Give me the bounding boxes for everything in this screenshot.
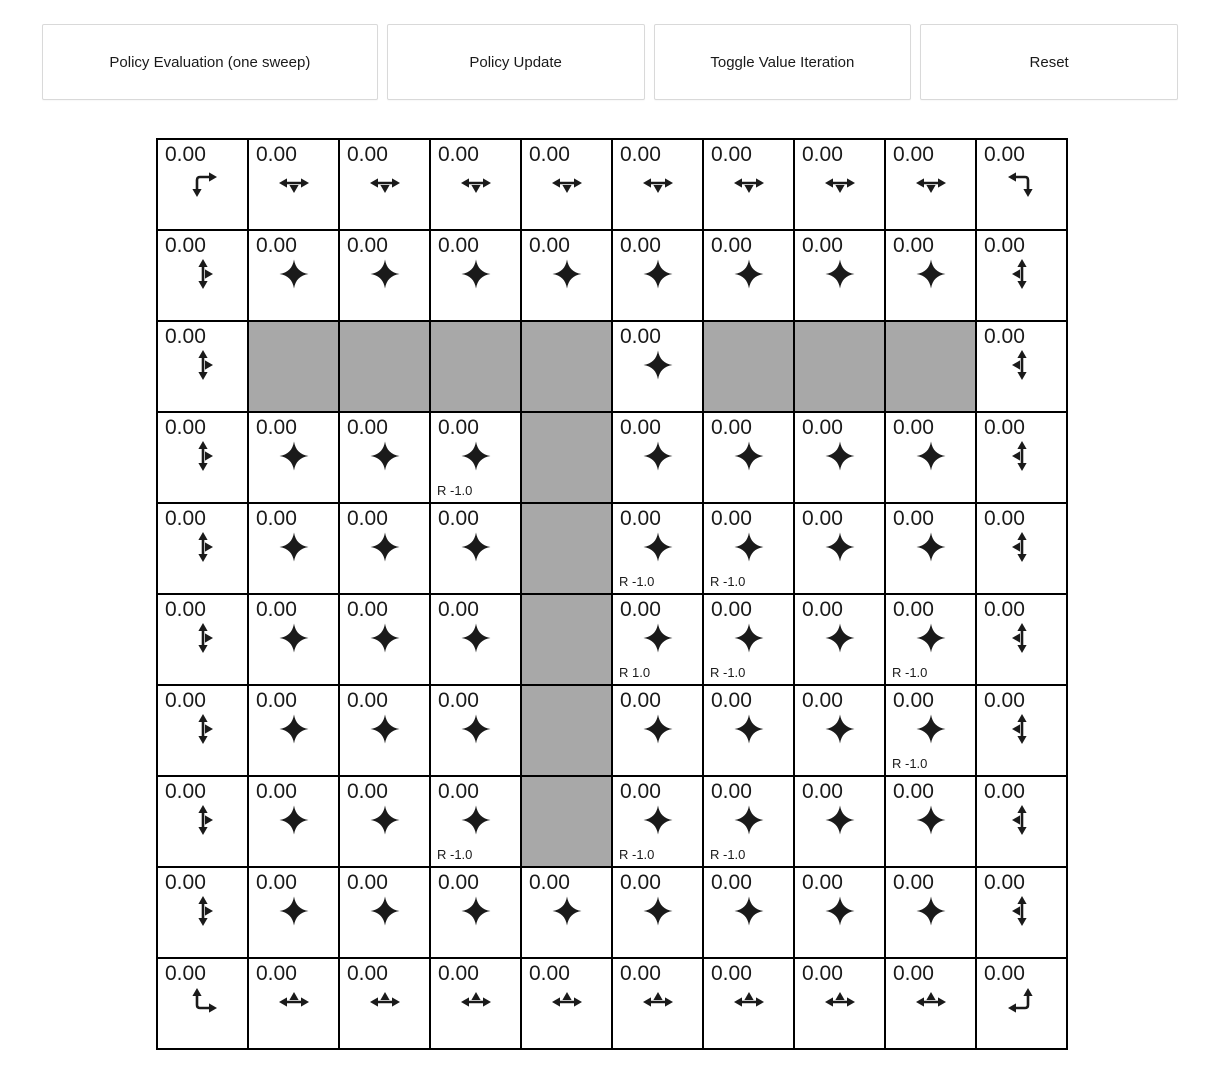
cell-value: 0.00 bbox=[256, 689, 297, 712]
grid-cell-r1c1 bbox=[248, 230, 339, 321]
grid-cell-r0c3 bbox=[430, 139, 521, 230]
policy-arrow-up-down-left-right-icon bbox=[914, 712, 948, 746]
cell-value: 0.00 bbox=[529, 962, 570, 985]
policy-arrow-up-down-right-icon bbox=[186, 530, 220, 564]
cell-value: 0.00 bbox=[620, 416, 661, 439]
policy-arrow-up-down-left-icon bbox=[1005, 894, 1039, 928]
wall-cell-r6c4 bbox=[521, 685, 612, 776]
policy-arrow-up-down-left-right-icon bbox=[914, 894, 948, 928]
cell-value: 0.00 bbox=[984, 507, 1025, 530]
policy-arrow-up-down-left-right-icon bbox=[641, 712, 675, 746]
cell-value: 0.00 bbox=[893, 416, 934, 439]
policy-arrow-up-down-left-right-icon bbox=[823, 257, 857, 291]
grid-cell-r7c2 bbox=[339, 776, 430, 867]
policy-arrow-up-down-left-right-icon bbox=[277, 257, 311, 291]
grid-cell-r1c0 bbox=[157, 230, 248, 321]
grid-cell-r3c5 bbox=[612, 412, 703, 503]
cell-value: 0.00 bbox=[620, 962, 661, 985]
cell-value: 0.00 bbox=[438, 871, 479, 894]
policy-arrow-left-down-right-icon bbox=[277, 166, 311, 200]
grid-cell-r7c7 bbox=[794, 776, 885, 867]
cell-value: 0.00 bbox=[529, 234, 570, 257]
grid-cell-r1c4 bbox=[521, 230, 612, 321]
policy-evaluation-button[interactable]: Policy Evaluation (one sweep) bbox=[42, 24, 378, 100]
cell-value: 0.00 bbox=[529, 143, 570, 166]
cell-value: 0.00 bbox=[802, 507, 843, 530]
policy-arrow-up-down-left-right-icon bbox=[277, 621, 311, 655]
gridworld-container bbox=[0, 138, 1224, 1050]
policy-arrow-up-down-left-right-icon bbox=[823, 530, 857, 564]
grid-cell-r6c7 bbox=[794, 685, 885, 776]
cell-value: 0.00 bbox=[438, 780, 479, 803]
grid-cell-r8c0 bbox=[157, 867, 248, 958]
cell-value: 0.00 bbox=[802, 871, 843, 894]
cell-value: 0.00 bbox=[711, 780, 752, 803]
cell-value: 0.00 bbox=[893, 598, 934, 621]
policy-arrow-left-down-right-icon bbox=[641, 166, 675, 200]
wall-cell-r7c4 bbox=[521, 776, 612, 867]
policy-arrow-down-right-icon bbox=[186, 166, 220, 200]
policy-arrow-up-down-right-icon bbox=[186, 894, 220, 928]
grid-cell-r7c5 bbox=[612, 776, 703, 867]
toggle-value-iteration-button[interactable]: Toggle Value Iteration bbox=[654, 24, 912, 100]
cell-value: 0.00 bbox=[256, 962, 297, 985]
grid-cell-r3c6 bbox=[703, 412, 794, 503]
policy-arrow-up-down-left-right-icon bbox=[732, 621, 766, 655]
cell-reward: R -1.0 bbox=[710, 665, 746, 680]
cell-value: 0.00 bbox=[256, 507, 297, 530]
cell-value: 0.00 bbox=[711, 416, 752, 439]
policy-arrow-up-left-right-icon bbox=[459, 985, 493, 1019]
cell-value: 0.00 bbox=[256, 780, 297, 803]
cell-reward: R 1.0 bbox=[619, 665, 651, 680]
policy-arrow-up-down-left-icon bbox=[1005, 257, 1039, 291]
policy-arrow-up-down-right-icon bbox=[186, 257, 220, 291]
grid-cell-r0c7 bbox=[794, 139, 885, 230]
cell-value: 0.00 bbox=[165, 598, 206, 621]
cell-reward: R -1.0 bbox=[892, 665, 928, 680]
grid-cell-r6c0 bbox=[157, 685, 248, 776]
cell-value: 0.00 bbox=[165, 507, 206, 530]
grid-cell-r9c1 bbox=[248, 958, 339, 1049]
wall-cell-r2c7 bbox=[794, 321, 885, 412]
cell-value: 0.00 bbox=[984, 234, 1025, 257]
policy-arrow-up-down-left-right-icon bbox=[914, 257, 948, 291]
cell-value: 0.00 bbox=[711, 143, 752, 166]
policy-arrow-up-down-left-right-icon bbox=[732, 257, 766, 291]
cell-value: 0.00 bbox=[256, 234, 297, 257]
grid-cell-r3c3 bbox=[430, 412, 521, 503]
cell-value: 0.00 bbox=[984, 416, 1025, 439]
grid-cell-r8c4 bbox=[521, 867, 612, 958]
policy-arrow-up-down-right-icon bbox=[186, 621, 220, 655]
policy-arrow-up-down-left-right-icon bbox=[641, 621, 675, 655]
grid-cell-r6c8 bbox=[885, 685, 976, 776]
grid-cell-r4c8 bbox=[885, 503, 976, 594]
wall-cell-r2c1 bbox=[248, 321, 339, 412]
cell-value: 0.00 bbox=[802, 143, 843, 166]
policy-arrow-left-down-right-icon bbox=[823, 166, 857, 200]
policy-arrow-up-down-left-right-icon bbox=[459, 894, 493, 928]
policy-arrow-up-down-left-right-icon bbox=[823, 439, 857, 473]
policy-arrow-up-down-left-right-icon bbox=[641, 894, 675, 928]
policy-arrow-left-down-right-icon bbox=[459, 166, 493, 200]
policy-arrow-up-down-left-right-icon bbox=[550, 257, 584, 291]
policy-arrow-up-right-icon bbox=[186, 985, 220, 1019]
policy-arrow-up-down-right-icon bbox=[186, 803, 220, 837]
grid-cell-r7c0 bbox=[157, 776, 248, 867]
cell-value: 0.00 bbox=[620, 325, 661, 348]
cell-value: 0.00 bbox=[802, 689, 843, 712]
grid-cell-r8c3 bbox=[430, 867, 521, 958]
grid-cell-r8c2 bbox=[339, 867, 430, 958]
policy-arrow-up-down-left-icon bbox=[1005, 803, 1039, 837]
policy-arrow-up-down-left-right-icon bbox=[914, 439, 948, 473]
grid-cell-r6c1 bbox=[248, 685, 339, 776]
cell-value: 0.00 bbox=[802, 962, 843, 985]
policy-arrow-up-down-left-icon bbox=[1005, 621, 1039, 655]
grid-cell-r4c1 bbox=[248, 503, 339, 594]
cell-value: 0.00 bbox=[438, 507, 479, 530]
cell-value: 0.00 bbox=[620, 143, 661, 166]
cell-value: 0.00 bbox=[165, 780, 206, 803]
policy-arrow-up-left-right-icon bbox=[368, 985, 402, 1019]
grid-cell-r3c8 bbox=[885, 412, 976, 503]
cell-value: 0.00 bbox=[984, 598, 1025, 621]
policy-arrow-up-down-left-right-icon bbox=[732, 712, 766, 746]
grid-cell-r5c2 bbox=[339, 594, 430, 685]
grid-cell-r5c1 bbox=[248, 594, 339, 685]
cell-value: 0.00 bbox=[438, 962, 479, 985]
policy-arrow-up-down-left-right-icon bbox=[368, 530, 402, 564]
policy-arrow-up-down-left-right-icon bbox=[641, 348, 675, 382]
cell-value: 0.00 bbox=[347, 416, 388, 439]
grid-cell-r3c2 bbox=[339, 412, 430, 503]
grid-cell-r4c5 bbox=[612, 503, 703, 594]
policy-arrow-up-down-left-right-icon bbox=[459, 712, 493, 746]
grid-cell-r4c7 bbox=[794, 503, 885, 594]
cell-value: 0.00 bbox=[802, 234, 843, 257]
grid-cell-r9c0 bbox=[157, 958, 248, 1049]
grid-cell-r0c8 bbox=[885, 139, 976, 230]
grid-cell-r9c7 bbox=[794, 958, 885, 1049]
cell-value: 0.00 bbox=[347, 234, 388, 257]
grid-cell-r5c6 bbox=[703, 594, 794, 685]
policy-arrow-up-down-left-right-icon bbox=[641, 803, 675, 837]
cell-value: 0.00 bbox=[438, 143, 479, 166]
policy-arrow-up-left-right-icon bbox=[914, 985, 948, 1019]
cell-value: 0.00 bbox=[620, 871, 661, 894]
cell-value: 0.00 bbox=[893, 689, 934, 712]
policy-arrow-up-left-right-icon bbox=[732, 985, 766, 1019]
cell-value: 0.00 bbox=[984, 962, 1025, 985]
grid-cell-r4c6 bbox=[703, 503, 794, 594]
cell-value: 0.00 bbox=[984, 143, 1025, 166]
grid-cell-r5c9 bbox=[976, 594, 1067, 685]
grid-cell-r8c5 bbox=[612, 867, 703, 958]
cell-value: 0.00 bbox=[256, 598, 297, 621]
grid-cell-r1c3 bbox=[430, 230, 521, 321]
policy-arrow-up-down-left-right-icon bbox=[277, 894, 311, 928]
policy-arrow-left-down-right-icon bbox=[550, 166, 584, 200]
wall-cell-r2c4 bbox=[521, 321, 612, 412]
grid-cell-r4c2 bbox=[339, 503, 430, 594]
grid-cell-r2c0 bbox=[157, 321, 248, 412]
grid-cell-r7c8 bbox=[885, 776, 976, 867]
cell-value: 0.00 bbox=[802, 416, 843, 439]
policy-arrow-up-down-left-right-icon bbox=[277, 803, 311, 837]
grid-cell-r0c2 bbox=[339, 139, 430, 230]
policy-arrow-up-down-left-right-icon bbox=[823, 803, 857, 837]
cell-reward: R -1.0 bbox=[710, 847, 746, 862]
policy-arrow-up-down-left-right-icon bbox=[641, 439, 675, 473]
policy-arrow-left-down-right-icon bbox=[732, 166, 766, 200]
policy-arrow-up-down-right-icon bbox=[186, 348, 220, 382]
grid-cell-r3c1 bbox=[248, 412, 339, 503]
cell-value: 0.00 bbox=[165, 871, 206, 894]
grid-cell-r3c7 bbox=[794, 412, 885, 503]
grid-cell-r9c6 bbox=[703, 958, 794, 1049]
policy-arrow-up-down-left-right-icon bbox=[277, 712, 311, 746]
grid-cell-r6c2 bbox=[339, 685, 430, 776]
cell-value: 0.00 bbox=[347, 871, 388, 894]
policy-arrow-up-down-left-right-icon bbox=[914, 803, 948, 837]
cell-value: 0.00 bbox=[620, 234, 661, 257]
cell-value: 0.00 bbox=[256, 416, 297, 439]
cell-value: 0.00 bbox=[165, 962, 206, 985]
policy-arrow-up-down-left-right-icon bbox=[823, 621, 857, 655]
cell-value: 0.00 bbox=[256, 143, 297, 166]
grid-cell-r5c7 bbox=[794, 594, 885, 685]
policy-arrow-left-down-right-icon bbox=[368, 166, 402, 200]
grid-cell-r1c5 bbox=[612, 230, 703, 321]
wall-cell-r3c4 bbox=[521, 412, 612, 503]
cell-value: 0.00 bbox=[256, 871, 297, 894]
policy-arrow-up-down-left-right-icon bbox=[368, 803, 402, 837]
cell-value: 0.00 bbox=[438, 234, 479, 257]
cell-value: 0.00 bbox=[620, 507, 661, 530]
policy-arrow-up-down-left-right-icon bbox=[368, 439, 402, 473]
policy-arrow-up-down-left-right-icon bbox=[732, 894, 766, 928]
cell-value: 0.00 bbox=[984, 325, 1025, 348]
policy-arrow-up-down-left-icon bbox=[1005, 712, 1039, 746]
grid-cell-r6c5 bbox=[612, 685, 703, 776]
cell-value: 0.00 bbox=[165, 689, 206, 712]
policy-arrow-up-down-left-right-icon bbox=[459, 621, 493, 655]
policy-arrow-up-down-left-right-icon bbox=[368, 621, 402, 655]
grid-cell-r8c6 bbox=[703, 867, 794, 958]
cell-value: 0.00 bbox=[438, 598, 479, 621]
policy-arrow-up-down-left-right-icon bbox=[641, 530, 675, 564]
policy-arrow-up-down-left-right-icon bbox=[459, 803, 493, 837]
cell-value: 0.00 bbox=[711, 871, 752, 894]
cell-value: 0.00 bbox=[893, 143, 934, 166]
cell-value: 0.00 bbox=[347, 507, 388, 530]
policy-arrow-up-down-left-right-icon bbox=[368, 257, 402, 291]
policy-arrow-up-down-left-right-icon bbox=[732, 530, 766, 564]
cell-value: 0.00 bbox=[984, 689, 1025, 712]
policy-arrow-up-down-left-right-icon bbox=[459, 439, 493, 473]
grid-cell-r1c9 bbox=[976, 230, 1067, 321]
toolbar bbox=[0, 0, 1224, 100]
policy-arrow-up-down-left-right-icon bbox=[823, 894, 857, 928]
grid-cell-r5c0 bbox=[157, 594, 248, 685]
policy-arrow-up-down-left-right-icon bbox=[732, 439, 766, 473]
cell-value: 0.00 bbox=[438, 689, 479, 712]
cell-value: 0.00 bbox=[620, 689, 661, 712]
grid-cell-r3c9 bbox=[976, 412, 1067, 503]
grid-cell-r1c6 bbox=[703, 230, 794, 321]
grid-cell-r4c9 bbox=[976, 503, 1067, 594]
grid-cell-r9c2 bbox=[339, 958, 430, 1049]
grid-cell-r7c6 bbox=[703, 776, 794, 867]
cell-value: 0.00 bbox=[711, 234, 752, 257]
cell-reward: R -1.0 bbox=[437, 483, 473, 498]
policy-arrow-up-down-left-right-icon bbox=[550, 894, 584, 928]
policy-arrow-up-down-left-right-icon bbox=[823, 712, 857, 746]
grid-cell-r8c9 bbox=[976, 867, 1067, 958]
cell-value: 0.00 bbox=[438, 416, 479, 439]
grid-cell-r6c6 bbox=[703, 685, 794, 776]
grid-cell-r4c3 bbox=[430, 503, 521, 594]
cell-reward: R -1.0 bbox=[619, 847, 655, 862]
cell-value: 0.00 bbox=[893, 780, 934, 803]
policy-arrow-up-down-left-right-icon bbox=[732, 803, 766, 837]
cell-reward: R -1.0 bbox=[710, 574, 746, 589]
grid-cell-r8c7 bbox=[794, 867, 885, 958]
wall-cell-r5c4 bbox=[521, 594, 612, 685]
grid-cell-r0c5 bbox=[612, 139, 703, 230]
cell-value: 0.00 bbox=[893, 507, 934, 530]
policy-arrow-up-down-left-right-icon bbox=[277, 439, 311, 473]
cell-value: 0.00 bbox=[802, 780, 843, 803]
grid-cell-r9c5 bbox=[612, 958, 703, 1049]
policy-arrow-up-down-left-icon bbox=[1005, 530, 1039, 564]
grid-cell-r0c1 bbox=[248, 139, 339, 230]
policy-arrow-up-left-right-icon bbox=[277, 985, 311, 1019]
cell-reward: R -1.0 bbox=[892, 756, 928, 771]
policy-arrow-up-down-left-right-icon bbox=[277, 530, 311, 564]
cell-reward: R -1.0 bbox=[619, 574, 655, 589]
cell-value: 0.00 bbox=[893, 962, 934, 985]
grid-cell-r5c3 bbox=[430, 594, 521, 685]
cell-value: 0.00 bbox=[529, 871, 570, 894]
policy-arrow-up-down-right-icon bbox=[186, 712, 220, 746]
cell-value: 0.00 bbox=[711, 507, 752, 530]
grid-cell-r4c0 bbox=[157, 503, 248, 594]
grid-cell-r8c1 bbox=[248, 867, 339, 958]
wall-cell-r2c3 bbox=[430, 321, 521, 412]
cell-value: 0.00 bbox=[893, 871, 934, 894]
grid-cell-r9c8 bbox=[885, 958, 976, 1049]
policy-arrow-up-down-left-right-icon bbox=[368, 712, 402, 746]
policy-arrow-up-down-left-right-icon bbox=[914, 621, 948, 655]
cell-reward: R -1.0 bbox=[437, 847, 473, 862]
grid-cell-r9c3 bbox=[430, 958, 521, 1049]
grid-cell-r6c9 bbox=[976, 685, 1067, 776]
grid-cell-r7c9 bbox=[976, 776, 1067, 867]
policy-arrow-up-down-right-icon bbox=[186, 439, 220, 473]
wall-cell-r4c4 bbox=[521, 503, 612, 594]
cell-value: 0.00 bbox=[165, 325, 206, 348]
cell-value: 0.00 bbox=[347, 598, 388, 621]
policy-arrow-up-down-left-icon bbox=[1005, 439, 1039, 473]
grid-cell-r0c9 bbox=[976, 139, 1067, 230]
grid-cell-r1c2 bbox=[339, 230, 430, 321]
cell-value: 0.00 bbox=[711, 689, 752, 712]
cell-value: 0.00 bbox=[620, 780, 661, 803]
policy-arrow-left-down-icon bbox=[1005, 166, 1039, 200]
grid-cell-r1c7 bbox=[794, 230, 885, 321]
cell-value: 0.00 bbox=[165, 416, 206, 439]
policy-arrow-up-left-right-icon bbox=[550, 985, 584, 1019]
cell-value: 0.00 bbox=[347, 689, 388, 712]
grid-cell-r6c3 bbox=[430, 685, 521, 776]
grid-cell-r9c4 bbox=[521, 958, 612, 1049]
grid-cell-r0c6 bbox=[703, 139, 794, 230]
policy-arrow-up-down-left-right-icon bbox=[368, 894, 402, 928]
policy-arrow-left-down-right-icon bbox=[914, 166, 948, 200]
policy-arrow-up-down-left-right-icon bbox=[641, 257, 675, 291]
wall-cell-r2c8 bbox=[885, 321, 976, 412]
grid-cell-r7c3 bbox=[430, 776, 521, 867]
policy-arrow-up-down-left-icon bbox=[1005, 348, 1039, 382]
cell-value: 0.00 bbox=[893, 234, 934, 257]
policy-arrow-up-left-right-icon bbox=[641, 985, 675, 1019]
policy-arrow-up-down-left-right-icon bbox=[914, 530, 948, 564]
policy-arrow-up-down-left-right-icon bbox=[459, 257, 493, 291]
cell-value: 0.00 bbox=[347, 143, 388, 166]
cell-value: 0.00 bbox=[347, 962, 388, 985]
cell-value: 0.00 bbox=[165, 234, 206, 257]
cell-value: 0.00 bbox=[984, 871, 1025, 894]
wall-cell-r2c2 bbox=[339, 321, 430, 412]
policy-arrow-up-left-icon bbox=[1005, 985, 1039, 1019]
grid-cell-r1c8 bbox=[885, 230, 976, 321]
grid-cell-r7c1 bbox=[248, 776, 339, 867]
grid-cell-r0c0 bbox=[157, 139, 248, 230]
cell-value: 0.00 bbox=[984, 780, 1025, 803]
gridworld bbox=[156, 138, 1068, 1050]
grid-cell-r2c9 bbox=[976, 321, 1067, 412]
reset-button[interactable]: Reset bbox=[920, 24, 1178, 100]
wall-cell-r2c6 bbox=[703, 321, 794, 412]
cell-value: 0.00 bbox=[802, 598, 843, 621]
policy-update-button[interactable]: Policy Update bbox=[387, 24, 645, 100]
grid-cell-r5c5 bbox=[612, 594, 703, 685]
policy-arrow-up-down-left-right-icon bbox=[459, 530, 493, 564]
cell-value: 0.00 bbox=[711, 598, 752, 621]
cell-value: 0.00 bbox=[620, 598, 661, 621]
cell-value: 0.00 bbox=[347, 780, 388, 803]
policy-arrow-up-left-right-icon bbox=[823, 985, 857, 1019]
cell-value: 0.00 bbox=[165, 143, 206, 166]
cell-value: 0.00 bbox=[711, 962, 752, 985]
grid-cell-r9c9 bbox=[976, 958, 1067, 1049]
grid-cell-r0c4 bbox=[521, 139, 612, 230]
grid-cell-r2c5 bbox=[612, 321, 703, 412]
grid-cell-r3c0 bbox=[157, 412, 248, 503]
grid-cell-r8c8 bbox=[885, 867, 976, 958]
grid-cell-r5c8 bbox=[885, 594, 976, 685]
